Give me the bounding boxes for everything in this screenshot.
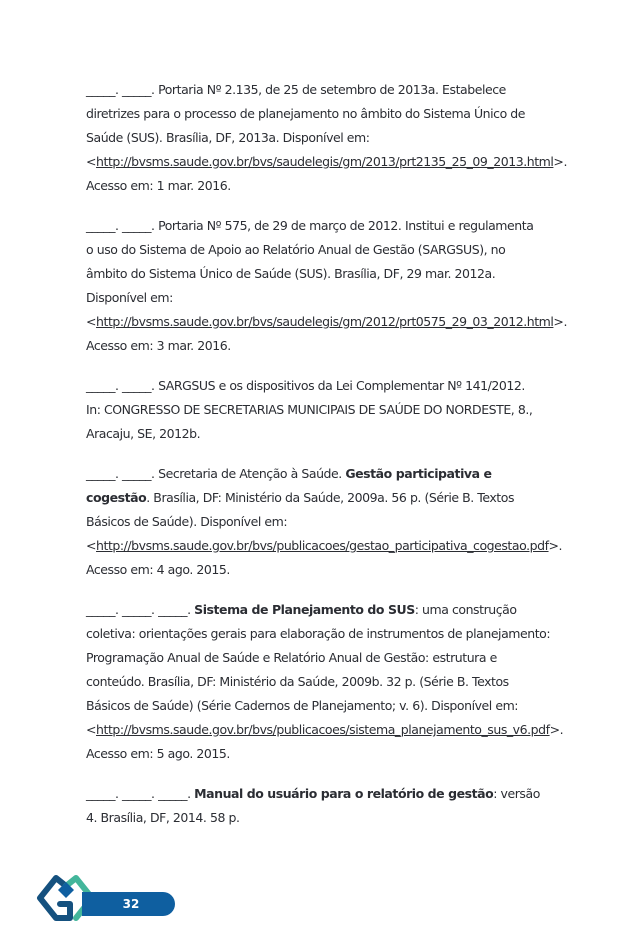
reference-text: _____. _____. Portaria Nº 575, de 29 de março de 2012. Institui e regulamenta o uso do Sistema de Apoio ao Relatório Anual de Gestão (SARGSUS), no âmbito do Sistema Único de Saúde (SUS). Brasília, DF, 29 mar. 2012a. Disponível em: < [86,218,534,329]
reference-link[interactable]: http://bvsms.saude.gov.br/bvs/publicacoes/sistema_planejamento_sus_v6.pdf [96,722,550,737]
reference-text: _____. _____. Portaria Nº 2.135, de 25 de setembro de 2013a. Estabelece diretrizes para o processo de planejamento no âmbito do Sistema Único de Saúde (SUS). Brasília, DF, 2013a. Disponível em: < [86,82,526,169]
reference-text: >. Acesso em: 3 mar. 2016. [86,314,567,353]
reference-title: Sistema de Planejamento do SUS [194,602,415,617]
reference-text: _____. _____. SARGSUS e os dispositivos da Lei Complementar Nº 141/2012. In: CONGRESSO DE SECRETARIAS MUNICIPAIS DE SAÚDE DO NORDESTE, 8., Aracaju, SE, 2012b. [86,378,533,441]
reference-entry [86,598,564,766]
reference-title: Manual do usuário para o relatório de gestão [194,786,494,801]
reference-text: : versão 4. Brasília, DF, 2014. 58 p. [86,786,540,825]
reference-text: >. Acesso em: 5 ago. 2015. [86,722,564,761]
reference-text: >. Acesso em: 1 mar. 2016. [86,154,567,193]
reference-link[interactable]: http://bvsms.saude.gov.br/bvs/publicacoes/gestao_participativa_cogestao.pdf [96,538,549,553]
reference-text: : uma construção coletiva: orientações gerais para elaboração de instrumentos de planejamento: Programação Anual de Saúde e Relatório Anual de Gestão: estrutura e conteúdo. Brasília, DF: Ministério da Saúde, 2009b. 32 p. (Série B. Textos Básicos de Saúde) (Série Cadernos de Planejamento; v. 6). Disponível em: < [86,602,551,737]
reference-link[interactable]: http://bvsms.saude.gov.br/bvs/saudelegis/gm/2013/prt2135_25_09_2013.html [96,154,554,169]
reference-entry [86,782,546,830]
reference-link[interactable]: http://bvsms.saude.gov.br/bvs/saudelegis/gm/2012/prt0575_29_03_2012.html [96,314,554,329]
reference-entry [86,214,567,358]
reference-text: _____. _____. _____. [86,786,195,801]
reference-entry [86,78,567,198]
reference-text: >. Acesso em: 4 ago. 2015. [86,538,563,577]
page-footer [30,868,160,932]
reference-entry [86,374,542,446]
reference-text: . Brasília, DF: Ministério da Saúde, 2009a. 56 p. (Série B. Textos Básicos de Saúde). Disponível em: < [86,490,515,553]
reference-entry [86,462,563,582]
page-number: 32 [122,897,140,911]
reference-text: _____. _____. Secretaria de Atenção à Saúde. [86,466,346,481]
reference-text: _____. _____. _____. [86,602,195,617]
reference-title: Gestão participativa e cogestão [86,466,492,505]
reference-list [86,78,567,846]
